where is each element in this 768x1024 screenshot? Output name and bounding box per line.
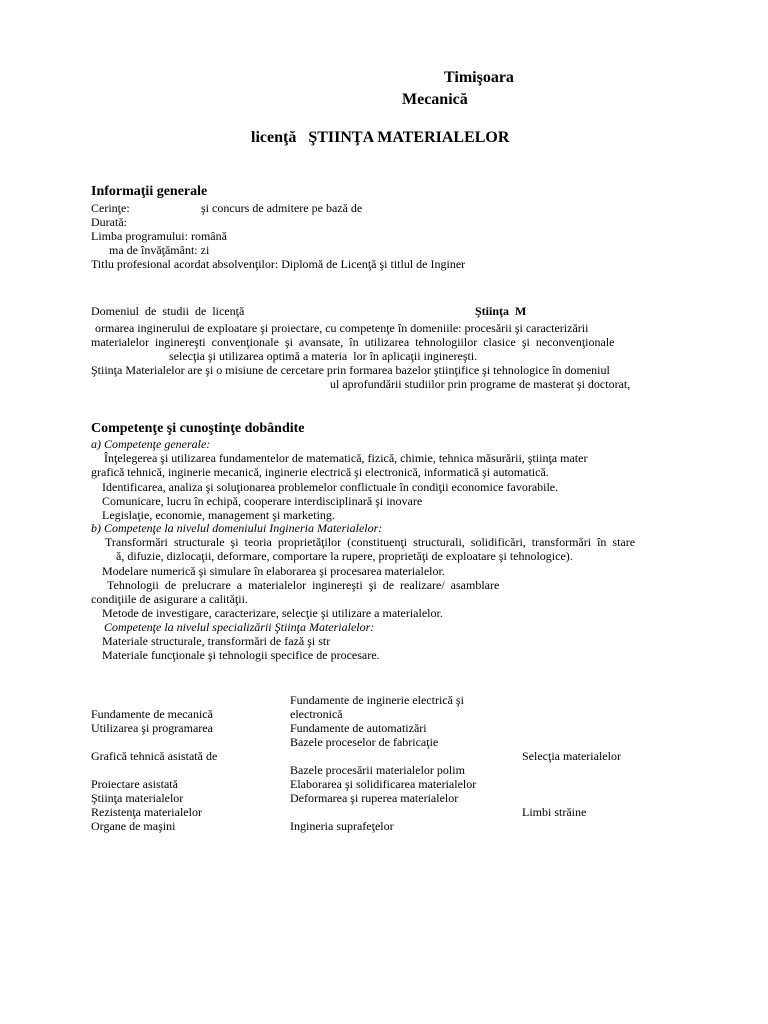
study-form: ma de învăţământ: zi — [109, 243, 210, 257]
course-item: Ştiinţa materialelor — [91, 791, 184, 805]
competence-a2: Identificarea, analiza şi soluţionarea problemelor conflictuale în condiţii economice favorabile. — [102, 480, 559, 494]
competence-b4: Metode de investigare, caracterizare, selecţie şi utilizare a materialelor. — [102, 606, 443, 620]
course-item: electronică — [290, 707, 343, 721]
course-item: Utilizarea şi programarea — [91, 721, 213, 735]
competence-b3: Tehnologii de prelucrare a materialelor inginereşti şi de realizare/ asamblare — [107, 578, 500, 592]
course-item: Limbi străine — [522, 805, 587, 819]
course-item: Ingineria suprafeţelor — [290, 819, 394, 833]
duration-label: Durată: — [91, 215, 127, 229]
program-prefix: licenţă — [251, 129, 297, 146]
requirements-label: Cerinţe: — [91, 201, 130, 215]
course-item: Organe de maşini — [91, 819, 176, 833]
course-item: Deformarea şi ruperea materialelor — [290, 791, 459, 805]
competence-b3-cont: condiţiile de asigurare a calităţii. — [91, 592, 248, 606]
competence-b2: Modelare numerică şi simulare în elaborarea şi procesarea materialelor. — [102, 564, 445, 578]
course-item: Bazele proceselor de fabricaţie — [290, 735, 439, 749]
competence-c2: Materiale funcţionale şi tehnologii specifice de procesare. — [102, 648, 380, 662]
course-item: Proiectare asistată — [91, 777, 178, 791]
requirements-value: şi concurs de admitere pe bază de — [201, 201, 363, 215]
course-item: Fundamente de automatizări — [290, 721, 427, 735]
competences-heading: Competenţe şi cunoştinţe dobândite — [91, 421, 305, 436]
competence-b1: Transformări structurale şi teoria proprietăţilor (constituenţi structurali, solidificări, transformări în stare — [105, 535, 636, 549]
competence-a3: Comunicare, lucru în echipă, cooperare interdisciplinară şi inovare — [102, 494, 423, 508]
title-awarded: Titlu profesional acordat absolvenţilor: Diplomă de Licenţă şi titlul de Inginer — [91, 257, 466, 271]
competence-a1-cont: grafică tehnică, inginerie mecanică, inginerie electrică şi electronică, informatică şi automatică. — [91, 465, 549, 479]
course-item: Fundamente de inginerie electrică şi — [290, 693, 464, 707]
program-title — [251, 129, 509, 147]
domain-label: Domeniul de studii de licenţă — [91, 304, 245, 318]
competence-b1-cont: ă, difuzie, dizlocaţii, deformare, comportare la rupere, proprietăţi de exploatare şi tehnologice). — [116, 549, 573, 563]
course-item: Elaborarea şi solidificarea materialelor — [290, 777, 477, 791]
course-item: Selecţia materialelor — [522, 749, 621, 763]
domain-competences-subheading: b) Competenţe la nivelul domeniului Ingineria Materialelor: — [91, 521, 383, 535]
course-item: Bazele procesării materialelor polim — [290, 763, 465, 777]
city-heading: Timişoara — [444, 69, 514, 86]
competence-a4: Legislaţie, economie, management şi marketing. — [102, 508, 335, 522]
program-name: ŞTIINŢA MATERIALELOR — [308, 129, 510, 146]
general-heading: Informaţii generale — [91, 184, 208, 199]
course-item: Rezistenţa materialelor — [91, 805, 202, 819]
course-item: Grafică tehnică asistată de — [91, 749, 218, 763]
domain-line-5: Ştiinţa Materialelor are şi o misiune de cercetare prin formarea bazelor ştiinţifice şi tehnologice în domeniul — [91, 363, 610, 377]
specialization-competences-subheading: Competenţe la nivelul specializării Ştiinţa Materialelor: — [104, 620, 375, 634]
competence-c1: Materiale structurale, transformări de fază şi str — [102, 634, 331, 648]
general-competences-subheading: a) Competenţe generale: — [91, 437, 211, 451]
domain-line-2: ormarea inginerului de exploatare şi proiectare, cu competenţe în domeniile: procesării şi caracterizării — [95, 321, 589, 335]
competence-a1: Înţelegerea şi utilizarea fundamentelor de matematică, fizică, chimie, tehnica măsurării, ştiinţa mater — [104, 451, 588, 465]
program-language: Limba programului: română — [91, 229, 227, 243]
domain-line-4: selecţia şi utilizarea optimă a materia lor în aplicaţii inginereşti. — [169, 349, 478, 363]
domain-name: Ştiinţa M — [475, 304, 527, 318]
faculty-heading: Mecanică — [402, 91, 468, 108]
domain-line-3: materialelor inginereşti convenţionale şi avansate, în utilizarea tehnologiilor clasice şi neconvenţionale — [91, 335, 615, 349]
course-item: Fundamente de mecanică — [91, 707, 213, 721]
domain-line-6: ul aprofundării studiilor prin programe de masterat şi doctorat, — [330, 377, 631, 391]
